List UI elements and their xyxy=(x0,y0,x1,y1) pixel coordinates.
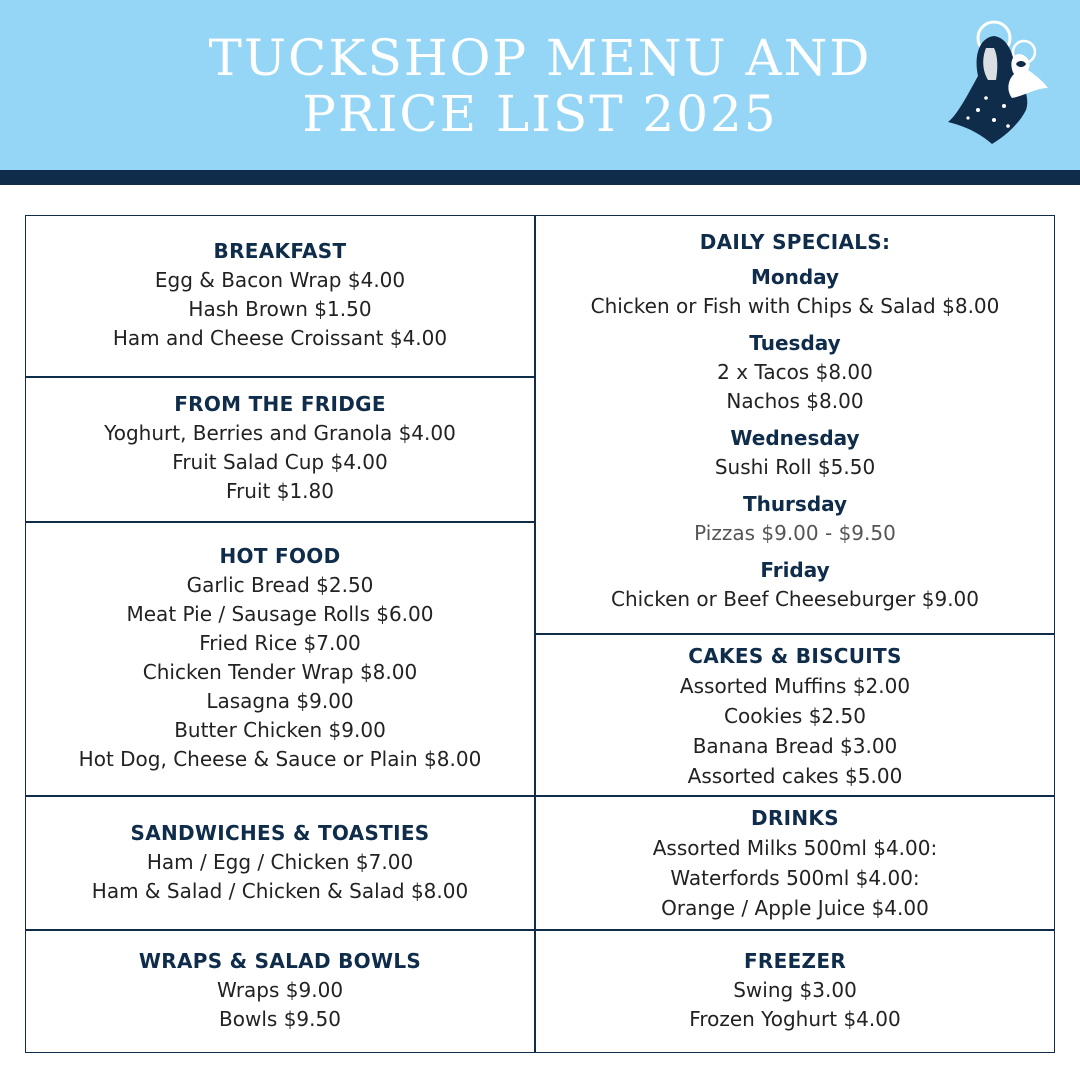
row-divider xyxy=(535,633,1055,635)
title-line-2: PRICE LIST 2025 xyxy=(302,85,778,143)
menu-item: Egg & Bacon Wrap $4.00 xyxy=(154,268,406,292)
section-title: HOT FOOD xyxy=(219,544,341,568)
menu-item: Ham / Egg / Chicken $7.00 xyxy=(146,850,414,874)
title-line-1: TUCKSHOP MENU AND xyxy=(208,29,872,87)
row-divider xyxy=(25,929,535,931)
day-label-wednesday: Wednesday xyxy=(730,426,860,450)
row-divider xyxy=(25,521,535,523)
fridge-section xyxy=(25,390,535,506)
breakfast-section xyxy=(25,237,535,353)
menu-item: Yoghurt, Berries and Granola $4.00 xyxy=(104,421,456,445)
menu-item: Chicken or Fish with Chips & Salad $8.00 xyxy=(590,294,1000,318)
daily-specials-section xyxy=(535,228,1055,614)
day-label-friday: Friday xyxy=(760,558,830,582)
menu-item: Hash Brown $1.50 xyxy=(188,297,372,321)
day-label-thursday: Thursday xyxy=(742,492,848,516)
section-title: CAKES & BISCUITS xyxy=(688,644,902,668)
section-title: DRINKS xyxy=(751,806,839,830)
menu-item: Sushi Roll $5.50 xyxy=(714,455,876,479)
menu-item: Garlic Bread $2.50 xyxy=(186,573,374,597)
page-title xyxy=(140,30,940,142)
menu-item: Wraps $9.00 xyxy=(216,978,344,1002)
menu-item: Orange / Apple Juice $4.00 xyxy=(661,896,929,920)
menu-item: Butter Chicken $9.00 xyxy=(174,718,386,742)
menu-item: Assorted Milks 500ml $4.00: xyxy=(652,836,938,860)
cakes-section xyxy=(535,641,1055,791)
menu-item: Ham & Salad / Chicken & Salad $8.00 xyxy=(91,879,469,903)
menu-item: Lasagna $9.00 xyxy=(206,689,354,713)
section-title: WRAPS & SALAD BOWLS xyxy=(138,949,422,973)
madonna-and-child-logo-icon xyxy=(938,14,1058,154)
menu-item: Fried Rice $7.00 xyxy=(199,631,361,655)
menu-item: Swing $3.00 xyxy=(733,978,857,1002)
menu-item: Nachos $8.00 xyxy=(726,389,864,413)
sandwiches-section xyxy=(25,819,535,906)
menu-item: Assorted cakes $5.00 xyxy=(687,764,903,788)
menu-item: Hot Dog, Cheese & Sauce or Plain $8.00 xyxy=(78,747,482,771)
menu-item: Chicken or Beef Cheeseburger $9.00 xyxy=(611,587,979,611)
drinks-section xyxy=(535,803,1055,923)
section-title: FREEZER xyxy=(743,949,847,973)
day-label-tuesday: Tuesday xyxy=(749,331,841,355)
hot-food-section xyxy=(25,542,535,774)
day-label-monday: Monday xyxy=(750,265,840,289)
section-title: FROM THE FRIDGE xyxy=(174,392,386,416)
menu-item: Ham and Cheese Croissant $4.00 xyxy=(112,326,448,350)
row-divider xyxy=(25,795,535,797)
menu-item: Frozen Yoghurt $4.00 xyxy=(689,1007,901,1031)
row-divider xyxy=(535,795,1055,797)
header-banner xyxy=(0,0,1080,170)
section-title: BREAKFAST xyxy=(213,239,347,263)
wraps-section xyxy=(25,947,535,1034)
section-title: DAILY SPECIALS: xyxy=(699,230,891,254)
freezer-section xyxy=(535,947,1055,1034)
row-divider xyxy=(25,376,535,378)
menu-item: Bowls $9.50 xyxy=(219,1007,341,1031)
menu-item: Cookies $2.50 xyxy=(724,704,866,728)
row-divider xyxy=(535,929,1055,931)
menu-item: Fruit $1.80 xyxy=(226,479,334,503)
menu-item: Meat Pie / Sausage Rolls $6.00 xyxy=(126,602,434,626)
section-title: SANDWICHES & TOASTIES xyxy=(130,821,430,845)
menu-item: Chicken Tender Wrap $8.00 xyxy=(142,660,418,684)
menu-item: Pizzas $9.00 - $9.50 xyxy=(694,521,896,545)
menu-item: Fruit Salad Cup $4.00 xyxy=(172,450,388,474)
menu-item: Banana Bread $3.00 xyxy=(692,734,898,758)
header-divider-bar xyxy=(0,170,1080,185)
menu-item: Assorted Muffins $2.00 xyxy=(679,674,911,698)
menu-item: 2 x Tacos $8.00 xyxy=(717,360,873,384)
menu-item: Waterfords 500ml $4.00: xyxy=(670,866,920,890)
